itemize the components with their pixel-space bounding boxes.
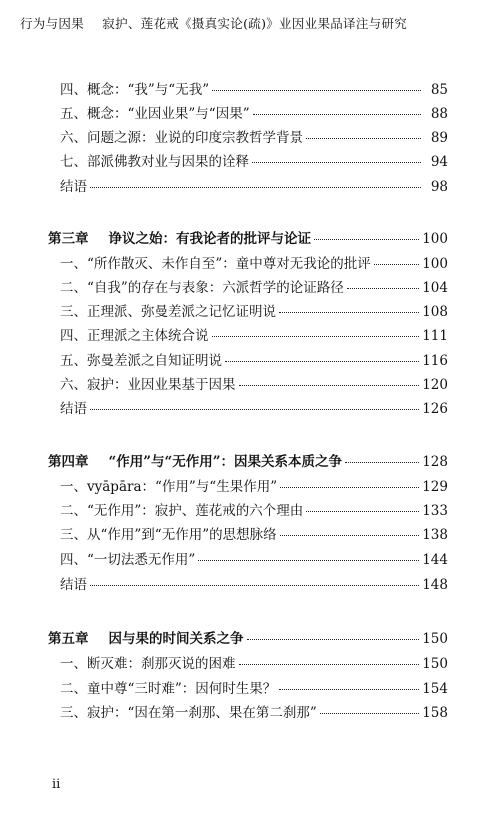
chapter-number: 第三章 bbox=[48, 231, 89, 247]
toc-chapter-5[interactable] bbox=[48, 627, 448, 649]
toc-entry-label: 二、童中尊“三时难”：因何时生果？ bbox=[60, 681, 277, 697]
dot-leader bbox=[253, 114, 421, 115]
toc-entry-label: 结语 bbox=[60, 179, 87, 195]
toc-entry[interactable] bbox=[60, 300, 448, 322]
toc-entry-label: 三、正理派、弥曼差派之记忆证明说 bbox=[60, 304, 276, 320]
dot-leader bbox=[90, 409, 419, 410]
dot-leader bbox=[347, 288, 419, 289]
dot-leader bbox=[306, 511, 419, 512]
toc-entry-label: 五、弥曼差派之自知证明说 bbox=[60, 353, 222, 369]
toc-entry-label: 四、正理派之主体统合说 bbox=[60, 328, 209, 344]
toc-entry[interactable] bbox=[60, 499, 448, 521]
toc-entry-page: 89 bbox=[430, 130, 448, 146]
toc-entry[interactable] bbox=[60, 677, 448, 699]
dot-leader bbox=[314, 239, 419, 240]
toc-entry-page: 148 bbox=[422, 577, 448, 593]
dot-leader bbox=[90, 187, 421, 188]
toc-chapter-3[interactable] bbox=[48, 227, 448, 249]
chapter-title: “作用”与“无作用”：因果关系本质之争 bbox=[108, 454, 343, 470]
dot-leader bbox=[247, 639, 420, 640]
toc-entry-label: 三、从“作用”到“无作用”的思想脉络 bbox=[60, 527, 277, 543]
toc-entry[interactable] bbox=[60, 349, 448, 371]
dot-leader bbox=[320, 713, 419, 714]
page-number: ii bbox=[52, 777, 61, 792]
dot-leader bbox=[198, 560, 419, 561]
dot-leader bbox=[212, 336, 420, 337]
dot-leader bbox=[279, 312, 419, 313]
toc-entry-label: 四、概念：“我”与“无我” bbox=[60, 82, 210, 98]
toc-entry[interactable] bbox=[60, 573, 448, 595]
toc-entry-label: 一、“所作散灭、未作自至”：童中尊对无我论的批评 bbox=[60, 256, 371, 272]
toc-entry-label: 六、问题之源：业说的印度宗教哲学背景 bbox=[60, 130, 303, 146]
toc-entry-page: 116 bbox=[422, 353, 448, 369]
toc-entry-label: 五、概念：“业因业果”与“因果” bbox=[60, 106, 250, 122]
toc-entry-label: 二、“无作用”：寂护、莲花戒的六个理由 bbox=[60, 503, 304, 519]
toc-entry-page: 158 bbox=[422, 705, 448, 721]
toc-entry-label: 七、部派佛教对业与因果的诠释 bbox=[60, 154, 249, 170]
toc-entry-label: 二、“自我”的存在与表象：六派哲学的论证路径 bbox=[60, 280, 344, 296]
dot-leader bbox=[345, 462, 419, 463]
toc-entry-label: 四、“一切法悉无作用” bbox=[60, 552, 196, 568]
header-series-title: 行为与因果 bbox=[20, 16, 85, 31]
dot-leader bbox=[306, 138, 421, 139]
dot-leader bbox=[239, 664, 420, 665]
toc-entry-label: 三、寂护：“因在第一刹那、果在第二刹那” bbox=[60, 705, 317, 721]
toc-entry-label: 结语 bbox=[60, 577, 87, 593]
toc-entry[interactable] bbox=[60, 373, 448, 395]
chapter-page: 100 bbox=[422, 231, 448, 247]
toc-entry[interactable] bbox=[60, 102, 448, 124]
toc-entry-page: 138 bbox=[422, 527, 448, 543]
toc-entry[interactable] bbox=[60, 252, 448, 274]
toc-entry[interactable] bbox=[60, 150, 448, 172]
toc-entry-page: 133 bbox=[422, 503, 448, 519]
toc-entry[interactable] bbox=[60, 523, 448, 545]
toc-entry[interactable] bbox=[60, 78, 448, 100]
toc-entry-page: 150 bbox=[422, 656, 448, 672]
toc-entry-page: 98 bbox=[430, 179, 448, 195]
toc-entry-page: 111 bbox=[422, 328, 448, 344]
toc-entry[interactable] bbox=[60, 276, 448, 298]
dot-leader bbox=[239, 385, 420, 386]
toc-entry-label: 结语 bbox=[60, 401, 87, 417]
toc-entry-page: 108 bbox=[422, 304, 448, 320]
dot-leader bbox=[252, 162, 421, 163]
header-book-title: 寂护、莲花戒《摄真实论(疏)》业因业果品译注与研究 bbox=[102, 16, 408, 31]
dot-leader bbox=[280, 535, 420, 536]
dot-leader bbox=[90, 585, 419, 586]
toc-entry-page: 88 bbox=[430, 106, 448, 122]
toc-entry[interactable] bbox=[60, 397, 448, 419]
toc-entry[interactable] bbox=[60, 548, 448, 570]
toc-entry-label: 一、断灭难：刹那灭说的困难 bbox=[60, 656, 236, 672]
toc-entry[interactable] bbox=[60, 475, 448, 497]
toc-entry[interactable] bbox=[60, 126, 448, 148]
toc-chapter-4[interactable] bbox=[48, 450, 448, 472]
toc-entry-page: 94 bbox=[430, 154, 448, 170]
toc-entry-page: 100 bbox=[422, 256, 448, 272]
toc-entry-page: 104 bbox=[422, 280, 448, 296]
chapter-number: 第四章 bbox=[48, 454, 89, 470]
dot-leader bbox=[279, 689, 419, 690]
toc-entry-page: 126 bbox=[422, 401, 448, 417]
dot-leader bbox=[225, 361, 419, 362]
chapter-number: 第五章 bbox=[48, 631, 89, 647]
chapter-title: 诤议之始：有我论者的批评与论证 bbox=[108, 231, 311, 247]
toc-entry[interactable] bbox=[60, 701, 448, 723]
toc-entry-label: 六、寂护：业因业果基于因果 bbox=[60, 377, 236, 393]
dot-leader bbox=[280, 487, 419, 488]
running-header bbox=[20, 14, 480, 32]
toc-entry[interactable] bbox=[60, 652, 448, 674]
toc-entry-page: 85 bbox=[430, 82, 448, 98]
dot-leader bbox=[212, 90, 421, 91]
toc-entry[interactable] bbox=[60, 324, 448, 346]
chapter-page: 150 bbox=[422, 631, 448, 647]
dot-leader bbox=[374, 264, 419, 265]
toc-entry-page: 120 bbox=[422, 377, 448, 393]
toc-entry[interactable] bbox=[60, 175, 448, 197]
toc-entry-page: 154 bbox=[422, 681, 448, 697]
toc-entry-page: 144 bbox=[422, 552, 448, 568]
toc-entry-page: 129 bbox=[422, 479, 448, 495]
chapter-title: 因与果的时间关系之争 bbox=[108, 631, 244, 647]
toc-entry-label: 一、vyāpāra：“作用”与“生果作用” bbox=[60, 479, 278, 495]
chapter-page: 128 bbox=[422, 454, 448, 470]
